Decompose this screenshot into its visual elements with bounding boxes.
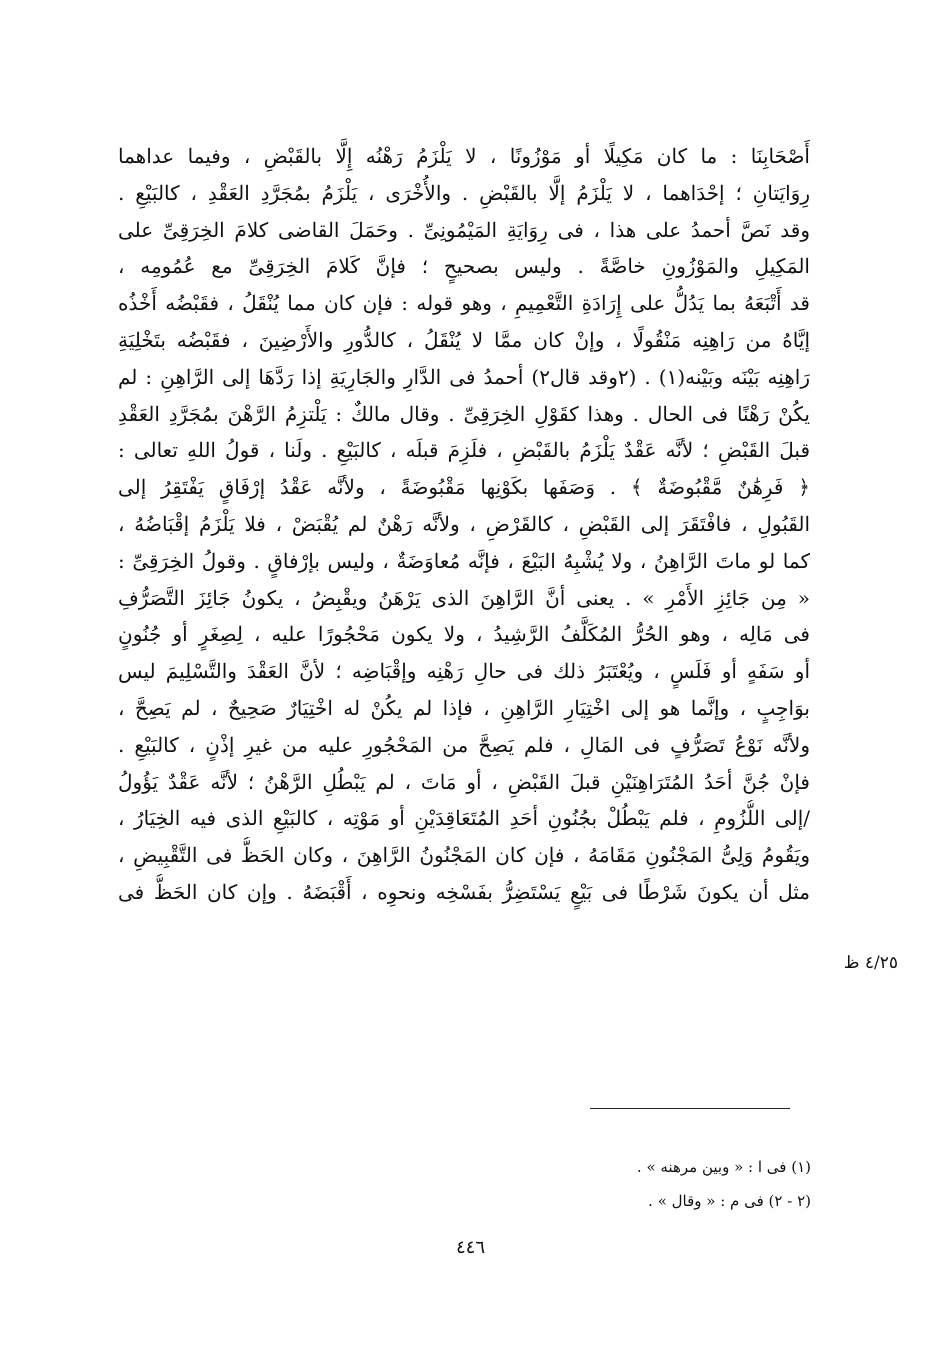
page-number: ٤٤٦ (455, 1237, 485, 1258)
text-line: المَكِيلِ والمَوْزُونِ خاصَّةً . وليس بصحيحٍ ؛ فإنَّ كَلامَ الخِرَقِىِّ مع عُمُومِه ، (118, 254, 810, 279)
text-line: وقد نَصَّ أحمدُ على هذا ، فى رِوَايَةِ المَيْمُونِىِّ . وحَمَلَ القاضى كلامَ الخِرَقِىِّ على (118, 217, 810, 242)
text-line: فى مَالِه ، وهو الحُرُّ المُكَلَّفُ الرَّشِيدُ ، ولا يكون مَحْجُورًا عليه ، لِصِغَرٍ أو جُنُونٍ (118, 622, 810, 647)
text-line: رَاهِنِه بَيْنَه وبَيْنه(١) . (٢وقد قال٢) أحمدُ فى الدَّارِ والجَارِيَةِ إذا رَدَّهَا إلى الرَّاهِنِ : لم (118, 364, 810, 389)
text-line: يكُنْ رَهْنًا فى الحال . وهذا كقَوْلِ الخِرَقِىِّ . وقال مالكٌ : يَلْتزِمُ الرَّهْنَ بمُجَرَّدِ العَقْدِ (118, 401, 810, 426)
text-line: « مِن جَائِزِ الأَمْرِ » . يعنى أنَّ الرَّاهِنَ الذى يَرْهَنُ ويقْبِضُ ، يكونُ جَائِزَ التَّصَرُّفِ (118, 585, 810, 610)
text-line: قد أَتْبَعَهُ بما يَدُلُّ على إِرَادَةِ التَّعْمِيمِ ، وهو قوله : فإن كان مما يُنْقَلُ ، فقَبْضُه أَخْذُه (118, 291, 810, 316)
footnotes (411, 1150, 811, 1218)
text-line: كما لو ماتَ الرَّاهِنُ ، ولا يُشْبِهُ البَيْعَ ، فإنَّه مُعاوَضَةٌ ، وليس بإرْفاقٍ . وقولُ الخِرَقِىِّ : (118, 548, 810, 573)
text-line: قبلَ القَبْضِ ؛ لأنَّه عَقْدٌ يَلْزَمُ بالقَبْضِ ، فلَزِمَ قبلَه ، كالبَيْعِ . ولَنا ، قولُ اللهِ تعالى : (118, 438, 810, 463)
text-line: إيَّاهُ من رَاهِنِه مَنْقُولًا ، وإنْ كان ممَّا لا يُنْقَلُ ، كالدُّورِ والأَرْضِينَ ، فقَبْضُه بتَخْلِيَةِ (118, 327, 810, 352)
text-line: بوَاجِبٍ ، وإنَّما هو إلى اخْتِيَارِ الرَّاهِنِ ، فإذا لم يكُنْ له اخْتِيَارٌ صَحِيحٌ ، لم يَصِحَّ ، (118, 695, 810, 720)
text-line: أَصْحَابِنَا : ما كان مَكِيلًا أو مَوْزُونًا ، لا يَلْزَمُ رَهْنُه إِلَّا بالقَبْضِ ، وفيما عداهما (118, 144, 810, 168)
text-line: ﴿ فَرِهَٰنٌ مَّقْبُوضَةٌ ﴾ . وَصَفَها بكَوْنِها مَقْبُوضَةً ، ولأنَّه عَقْدُ إرْفَاقٍ يَفْتَقِرُ إلى (118, 475, 810, 500)
text-line: /إلى اللُّزُومِ ، فلم يَبْطُلْ بجُنُونِ أحَدِ المُتَعَاقِدَيْنِ أو مَوْتِه ، كالبَيْعِ الذى فيه الخِيَارُ ، (118, 806, 810, 831)
text-line: القَبُولِ ، فافْتَقَرَ إلى القَبْضِ ، كالقَرْضِ ، ولأنَّه رَهْنٌ لم يُقْبَضْ ، فلا يَلْزَمُ إقْبَاضُهُ ، (118, 511, 810, 536)
text-line: ويَقُومُ وَلِىُّ المَجْنُونِ مَقَامَهُ ، فإن كان المَجْنُونُ الرَّاهِنَ ، وكان الحَظُّ فى التَّقْبِيضِ ، (118, 843, 810, 868)
footnote: (٢ - ٢) فى م : « وقال » . (648, 1192, 811, 1210)
footnote-separator (590, 1108, 790, 1109)
main-text-block (118, 138, 810, 911)
text-line: رِوَايَتانِ ؛ إحْدَاهما ، لا يَلْزَمُ إلَّا بالقَبْضِ . والأُخْرَى ، يَلْزَمُ بمُجَرَّدِ العَقْدِ ، كالبَيْعِ . (118, 180, 810, 205)
text-line: مثل أن يكونَ شَرْطًا فى بَيْعٍ يَسْتَضِرُّ بفَسْخِه ونحوِه ، أَقْبَضَهُ . وإن كان الحَظُّ فى (118, 879, 810, 904)
text-line: فإنْ جُنَّ أحَدُ المُتَرَاهِنَيْنِ قبلَ القَبْضِ ، أو مَاتَ ، لم يَبْطُلِ الرَّهْنُ ؛ لأنَّه عَقْدٌ يَؤُولُ (118, 769, 810, 794)
footnote: (١) فى ا : « وبين مرهنه » . (636, 1158, 811, 1176)
text-line: أو سَفَهٍ أو فَلَسٍ ، ويُعْتَبَرُ ذلك فى حالِ رَهْنِه وإقْبَاضِه ؛ لأنَّ العَقْدَ والتَّسْلِيمَ ليس (118, 659, 810, 684)
manuscript-folio-note: ٤/٢٥ ظ (843, 953, 898, 973)
text-line: ولأنَّه نَوْعُ تَصَرُّفٍ فى المَالِ ، فلم يَصِحَّ من المَحْجُورِ عليه من غيرِ إذْنٍ ، كالبَيْعِ . (118, 732, 810, 757)
